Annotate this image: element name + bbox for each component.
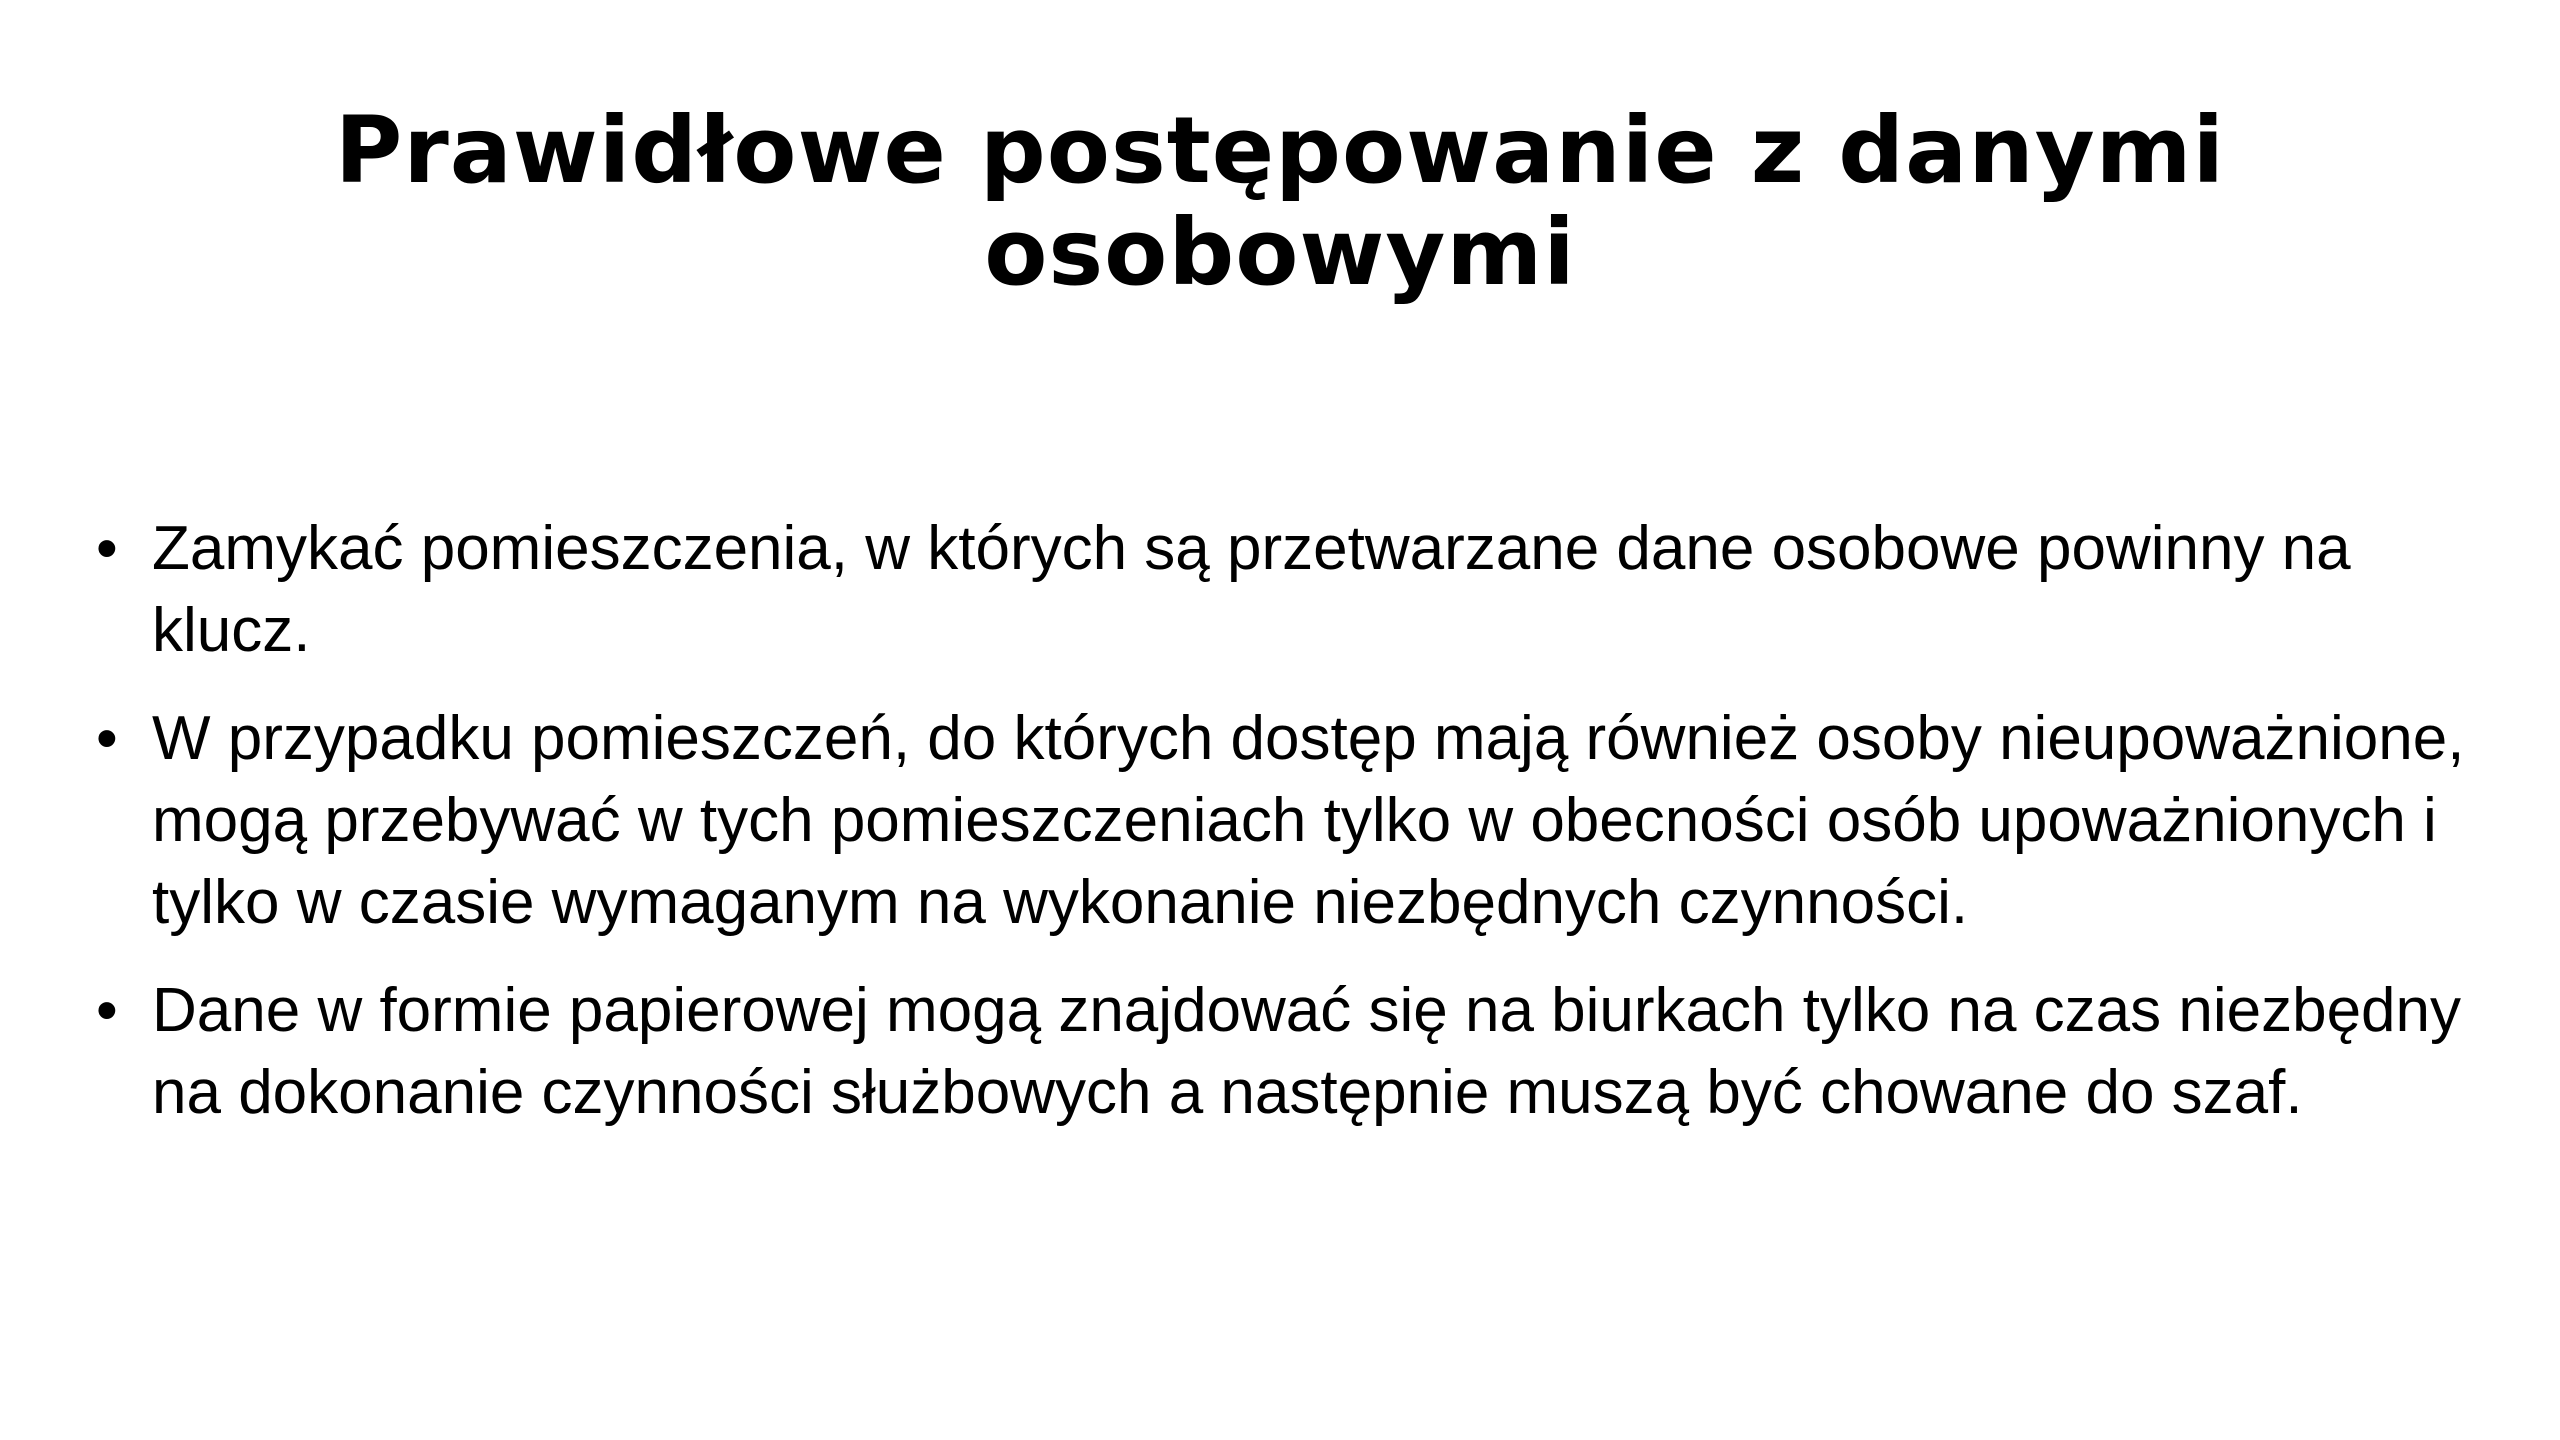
bullet-icon: •: [96, 976, 118, 1045]
bullet-item: [96, 970, 2476, 1134]
slide-title: Prawidłowe postępowanie z danymi osobowymi: [334, 97, 2226, 306]
bullet-text: W przypadku pomieszczeń, do których dostęp mają również osoby nieupoważnione, mogą przebywać w tych pomieszczeniach tylko w obecności osób upoważnionych i tylko w czasie wymaganym na wykonanie niezbędnych czynności.: [152, 704, 2465, 937]
bullet-icon: •: [96, 514, 118, 583]
bullet-icon: •: [96, 704, 118, 773]
bullet-item: [96, 698, 2476, 944]
bullet-list: [96, 508, 2476, 1160]
bullet-text: Dane w formie papierowej mogą znajdować się na biurkach tylko na czas niezbędny na dokonanie czynności służbowych a następnie muszą być chowane do szaf.: [152, 976, 2462, 1127]
bullet-text: Zamykać pomieszczenia, w których są przetwarzane dane osobowe powinny na klucz.: [152, 514, 2351, 665]
bullet-item: [96, 508, 2476, 672]
